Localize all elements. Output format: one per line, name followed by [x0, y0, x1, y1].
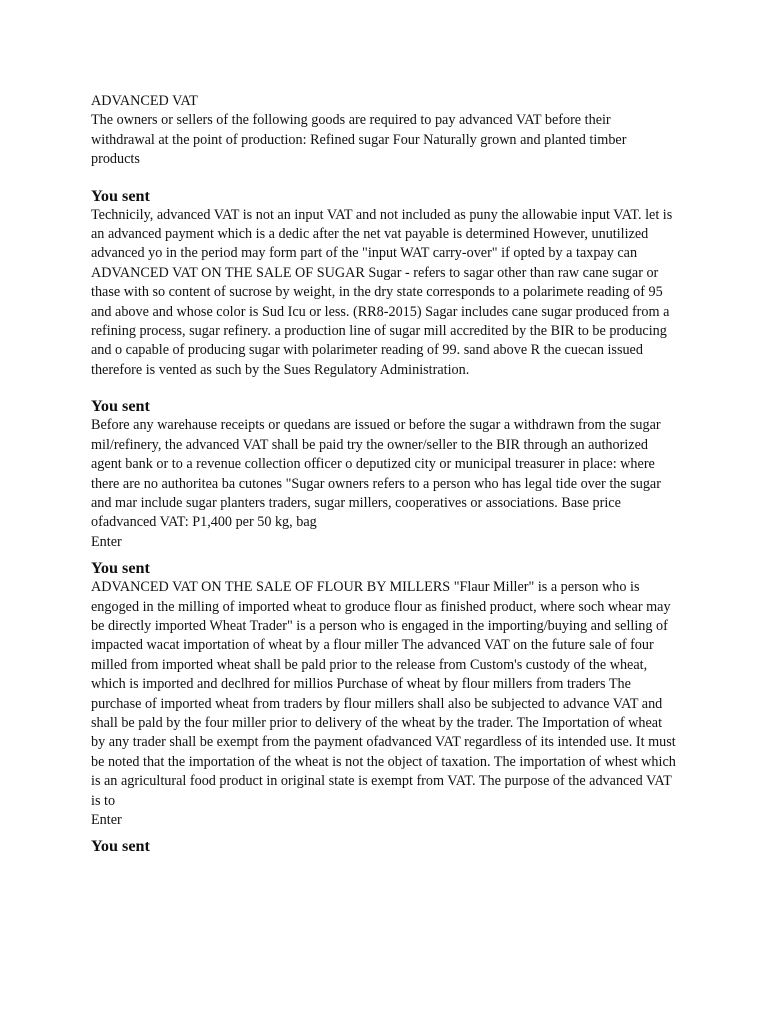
intro-paragraph: The owners or sellers of the following goods are required to pay advanced VAT before their withdrawal at the point of production: Refined sugar Four Naturally grown and planted timber products [91, 112, 627, 168]
section-heading: You sent [91, 186, 150, 205]
section-heading: You sent [91, 397, 150, 416]
enter-label: Enter [91, 812, 122, 828]
message-section-3 [91, 558, 677, 830]
section-heading: You sent [91, 837, 150, 856]
document-title: ADVANCED VAT [91, 93, 198, 109]
message-section-4 [91, 836, 677, 856]
section-body: Before any warehause receipts or quedans are issued or before the sugar a withdrawn from the sugar mil/refinery, the advanced VAT shall be paid try the owner/seller to the BIR through an authorized agent bank or to a revenue collection officer o deputized city or municipal treasurer in place: where there are no authoritea ba cutones "Sugar owners refers to a person who has legal tide over the sugar and mar include sugar planters traders, sugar millers, cooperatives or associations. Base price ofadvanced VAT: P1,400 per 50 kg, bag [91, 417, 661, 531]
section-body: ADVANCED VAT ON THE SALE OF FLOUR BY MILLERS "Flaur Miller" is a person who is engoged in the milling of imported wheat to groduce flour as finished product, where soch whear may be directly imported Wheat Trader" is a person who is engaged in the importing/buying and selling of impacted wacat importation of wheat by a flour miller The advanced VAT on the future sale of four milled from imported wheat shall be pald prior to the release from Custom's custody of the wheat, which is imported and declhred for millios Purchase of wheat by flour millers from traders The purchase of imported wheat from traders by flour millers shall also be subjected to advance VAT and shall be pald by the four miller prior to delivery of the wheat by the trader. The Importation of wheat by any trader shall be exempt from the payment ofadvanced VAT regardless of its intended use. It must be noted that the importation of the wheat is not the object of taxation. The importation of whest which is an agricultural food product in original state is exempt from VAT. The purpose of the advanced VAT is to [91, 579, 676, 809]
message-section-2 [91, 396, 677, 552]
message-section-1 [91, 186, 677, 381]
enter-label: Enter [91, 533, 122, 550]
section-body: Technicily, advanced VAT is not an input VAT and not included as puny the allowabie input VAT. let is an advanced payment which is a dedic after the net vat payable is determined However, unutilized advanced yo in the period may form part of the "input WAT carry-over" if opted by a taxpay can ADVANCED VAT ON THE SALE OF SUGAR Sugar - refers to sagar other than raw cane sugar or thase with so content of sucrose by weight, in the dry state corresponds to a polarimete reading of 95 and above and whose color is Sud Icu or less. (RR8-2015) Sagar includes cane sugar produced from a refining process, sugar refinery. a production line of sugar mill accredited by the BIR to be producing and o capable of producing sugar with polarimeter reading of 99. sand above R the cuecan issued therefore is vented as such by the Sues Regulatory Administration. [91, 206, 673, 378]
document-page [91, 92, 677, 856]
section-heading: You sent [91, 559, 150, 578]
